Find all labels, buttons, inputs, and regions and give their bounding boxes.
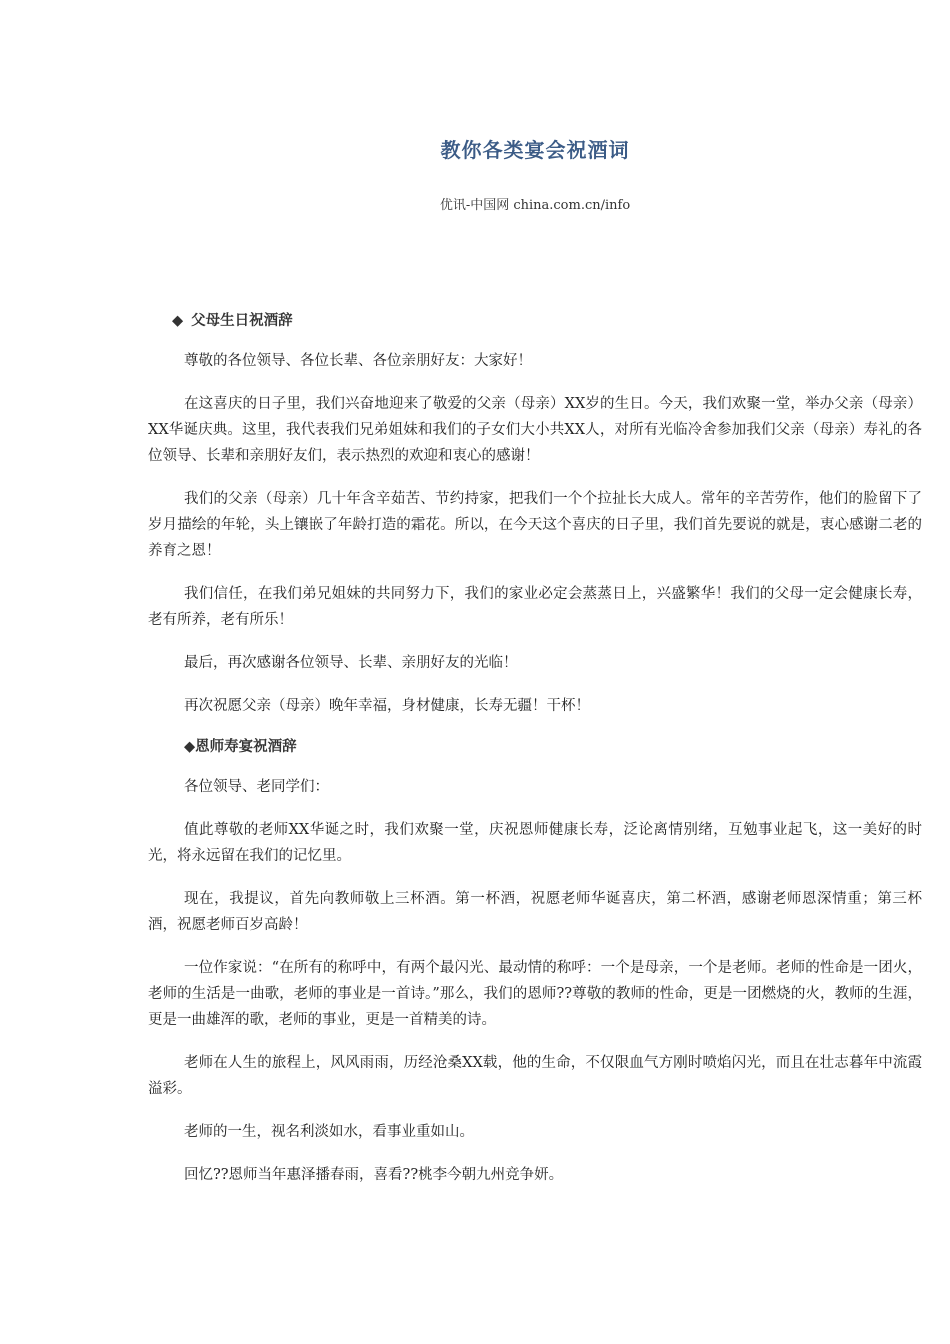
section-heading-label: 父母生日祝酒辞 bbox=[191, 313, 293, 329]
paragraph: 我们的父亲（母亲）几十年含辛茹苦、节约持家，把我们一个个拉扯长大成人。常年的辛苦劳作，他们的脸留下了岁月描绘的年轮，头上镶嵌了年龄打造的霜花。所以，在今天这个喜庆的日子里，我们首先要说的就是，衷心感谢二老的养育之恩！ bbox=[148, 491, 922, 559]
paragraph: 老师的一生，视名利淡如水，看事业重如山。 bbox=[184, 1124, 474, 1140]
paragraph: 回忆??恩师当年惠泽播春雨，喜看??桃李今朝九州竞争妍。 bbox=[184, 1167, 564, 1183]
paragraph: 再次祝愿父亲（母亲）晚年幸福，身材健康，长寿无疆！干杯！ bbox=[184, 698, 590, 714]
paragraph: 各位领导、老同学们： bbox=[184, 779, 329, 795]
page-title: 教你各类宴会祝酒词 bbox=[440, 138, 630, 162]
paragraph: 最后，再次感谢各位领导、长辈、亲朋好友的光临！ bbox=[184, 655, 518, 671]
paragraph: 尊敬的各位领导、各位长辈、各位亲朋好友：大家好！ bbox=[184, 353, 532, 369]
section-heading-label: 恩师寿宴祝酒辞 bbox=[195, 739, 297, 755]
paragraph: 在这喜庆的日子里，我们兴奋地迎来了敬爱的父亲（母亲）XX岁的生日。今天，我们欢聚一堂，举办父亲（母亲）XX华诞庆典。这里，我代表我们兄弟姐妹和我们的子女们大小共XX人，对所有光临冷舍参加我们父亲（母亲）寿礼的各位领导、长辈和亲朋好友们，表示热烈的欢迎和衷心的感谢！ bbox=[148, 396, 922, 464]
diamond-icon: ◆ bbox=[184, 739, 196, 755]
paragraph: 老师在人生的旅程上，风风雨雨，历经沧桑XX载，他的生命，不仅限血气方刚时喷焰闪光，而且在壮志暮年中流霞溢彩。 bbox=[148, 1055, 922, 1097]
paragraph: 我们信任，在我们弟兄姐妹的共同努力下，我们的家业必定会蒸蒸日上，兴盛繁华！我们的父母一定会健康长寿，老有所养，老有所乐！ bbox=[148, 586, 922, 628]
document-body bbox=[148, 310, 922, 1188]
section-heading-parents bbox=[148, 310, 922, 332]
source-line: 优讯-中国网 china.com.cn/info bbox=[439, 198, 631, 213]
diamond-icon: ◆ bbox=[172, 313, 184, 329]
paragraph: 值此尊敬的老师XX华诞之时，我们欢聚一堂，庆祝恩师健康长寿，泛论离情别绪，互勉事业起飞，这一美好的时光，将永远留在我们的记忆里。 bbox=[148, 822, 922, 864]
section-heading-teacher bbox=[148, 736, 922, 758]
paragraph: 一位作家说：“在所有的称呼中，有两个最闪光、最动情的称呼：一个是母亲，一个是老师。老师的性命是一团火，老师的生活是一曲歌，老师的事业是一首诗。”那么，我们的恩师??尊敬的教师的性命，更是一团燃烧的火，教师的生涯，更是一曲雄浑的歌，老师的事业，更是一首精美的诗。 bbox=[148, 960, 922, 1028]
paragraph: 现在，我提议，首先向教师敬上三杯酒。第一杯酒，祝愿老师华诞喜庆，第二杯酒，感谢老师恩深情重；第三杯酒，祝愿老师百岁高龄！ bbox=[148, 891, 922, 933]
